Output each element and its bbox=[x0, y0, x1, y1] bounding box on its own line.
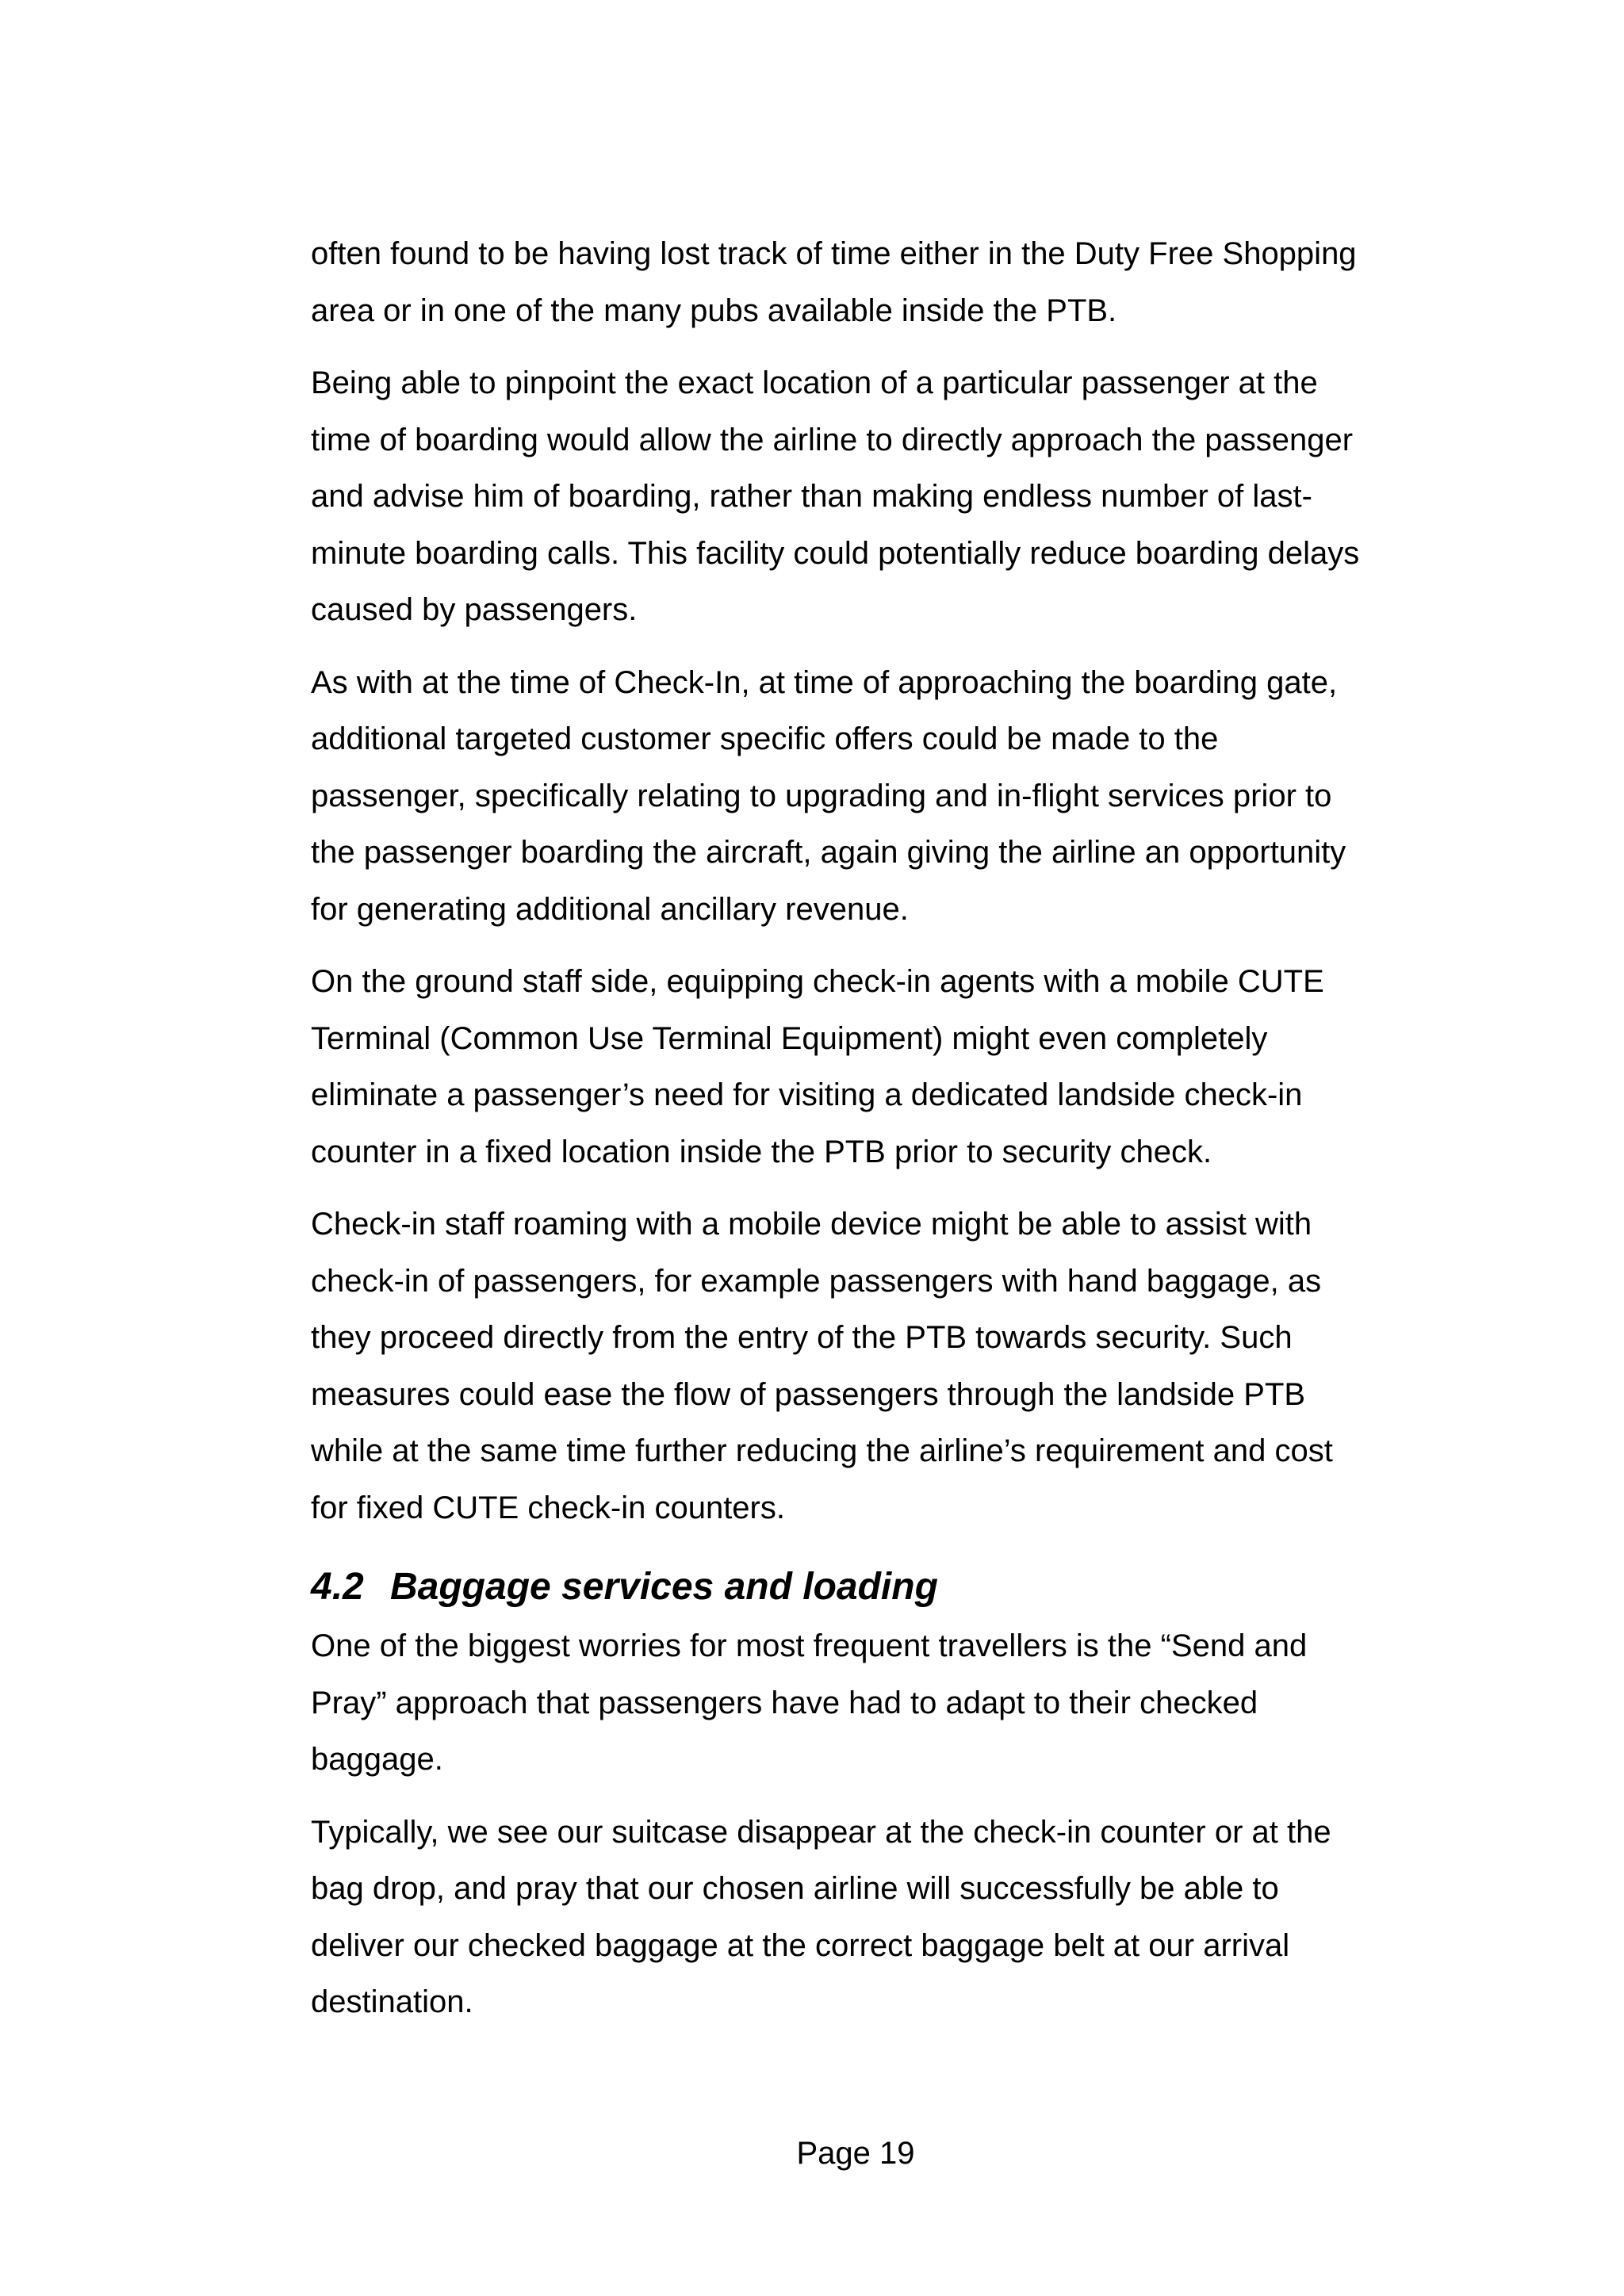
text-line: eliminate a passenger’s need for visiting a dedicated landside check-in bbox=[311, 1077, 1303, 1112]
page-number: Page 19 bbox=[796, 2136, 915, 2171]
text-line: One of the biggest worries for most frequent travellers is the “Send and bbox=[311, 1628, 1308, 1663]
text-line: Typically, we see our suitcase disappear at the check-in counter or at the bbox=[311, 1814, 1331, 1850]
text-line: often found to be having lost track of time either in the Duty Free Shopping bbox=[311, 236, 1357, 271]
section-heading bbox=[311, 1559, 1421, 1616]
paragraph-6 bbox=[311, 1618, 1421, 1789]
paragraph-3 bbox=[311, 655, 1421, 939]
paragraph-4 bbox=[311, 954, 1421, 1181]
text-line: time of boarding would allow the airline to directly approach the passenger bbox=[311, 422, 1354, 457]
paragraph-7 bbox=[311, 1804, 1421, 2031]
paragraph-5 bbox=[311, 1196, 1421, 1536]
text-line: measures could ease the flow of passengers through the landside PTB bbox=[311, 1376, 1306, 1412]
text-line: and advise him of boarding, rather than making endless number of last- bbox=[311, 479, 1312, 514]
section-number: 4.2 bbox=[311, 1566, 364, 1608]
document-page bbox=[311, 226, 1421, 2047]
text-line: caused by passengers. bbox=[311, 592, 638, 627]
paragraph-1 bbox=[311, 226, 1421, 339]
text-line: Pray” approach that passengers have had to adapt to their checked bbox=[311, 1685, 1258, 1720]
text-line: Being able to pinpoint the exact location of a particular passenger at the bbox=[311, 365, 1318, 400]
text-line: for generating additional ancillary revenue. bbox=[311, 891, 909, 927]
text-line: check-in of passengers, for example passengers with hand baggage, as bbox=[311, 1263, 1322, 1299]
text-line: Terminal (Common Use Terminal Equipment) might even completely bbox=[311, 1020, 1268, 1056]
text-line: while at the same time further reducing the airline’s requirement and cost bbox=[311, 1433, 1333, 1468]
text-line: they proceed directly from the entry of the PTB towards security. Such bbox=[311, 1320, 1293, 1355]
text-line: for fixed CUTE check-in counters. bbox=[311, 1490, 785, 1525]
text-line: baggage. bbox=[311, 1742, 443, 1777]
text-line: additional targeted customer specific offers could be made to the bbox=[311, 721, 1219, 756]
paragraph-2 bbox=[311, 355, 1421, 639]
text-line: As with at the time of Check-In, at time of approaching the boarding gate, bbox=[311, 664, 1338, 700]
text-line: deliver our checked baggage at the correct baggage belt at our arrival bbox=[311, 1927, 1290, 1963]
text-line: the passenger boarding the aircraft, again giving the airline an opportunity bbox=[311, 835, 1346, 870]
text-line: Check-in staff roaming with a mobile device might be able to assist with bbox=[311, 1207, 1312, 1242]
text-line: bag drop, and pray that our chosen airline will successfully be able to bbox=[311, 1871, 1279, 1906]
text-line: destination. bbox=[311, 1984, 473, 2019]
section-title: Baggage services and loading bbox=[390, 1566, 938, 1608]
text-line: counter in a fixed location inside the PTB prior to security check. bbox=[311, 1134, 1212, 1169]
text-line: minute boarding calls. This facility could potentially reduce boarding delays bbox=[311, 535, 1360, 571]
text-line: On the ground staff side, equipping check-in agents with a mobile CUTE bbox=[311, 964, 1324, 999]
text-line: passenger, specifically relating to upgrading and in-flight services prior to bbox=[311, 778, 1332, 813]
text-line: area or in one of the many pubs available inside the PTB. bbox=[311, 293, 1117, 328]
